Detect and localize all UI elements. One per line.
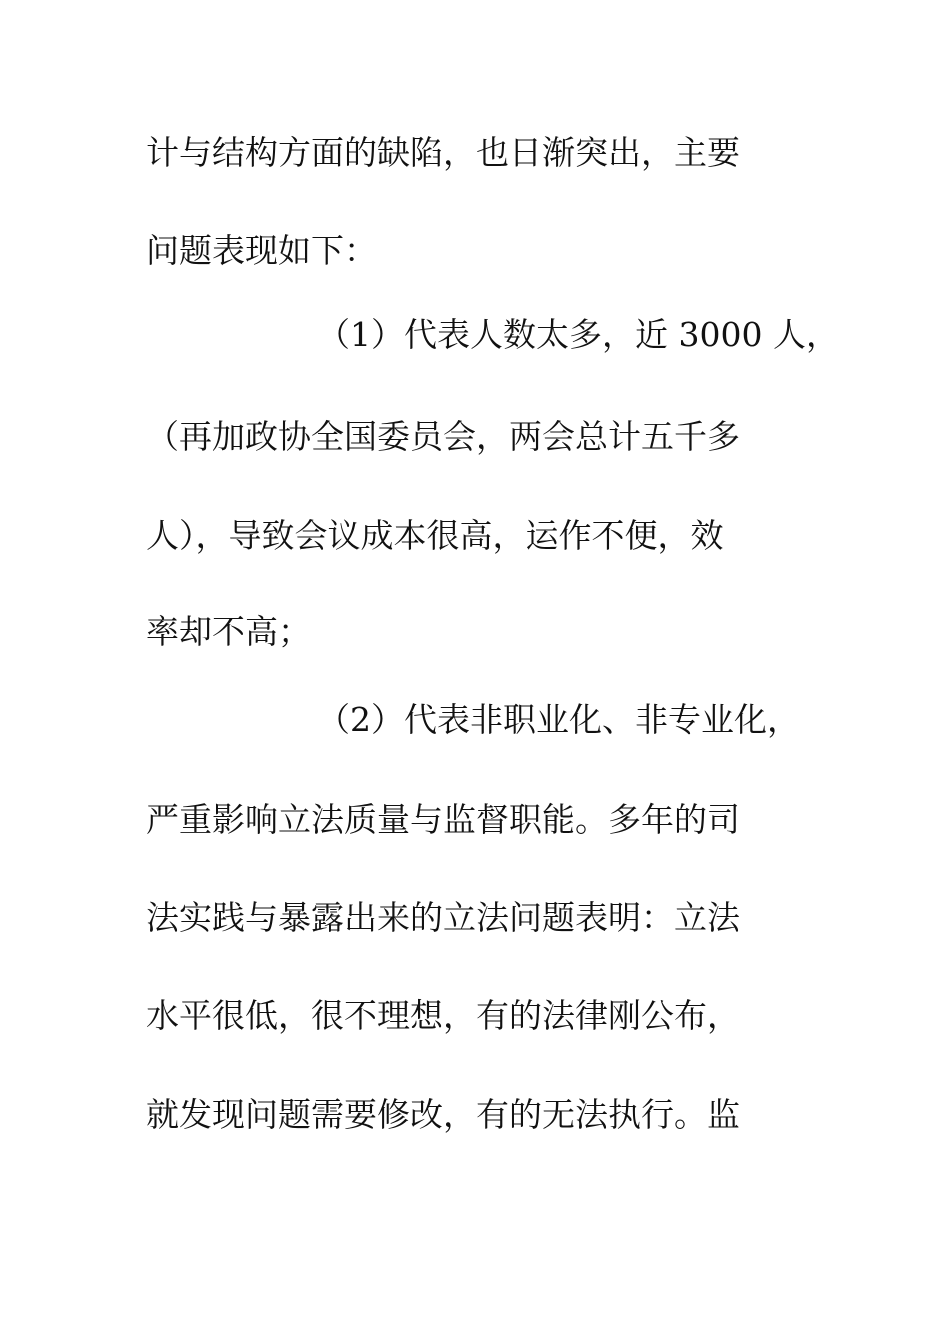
paragraph-line: 计与结构方面的缺陷，也日渐突出，主要 — [146, 133, 740, 172]
list-item-1-line: （1）代表人数太多，近 3000 人， — [317, 315, 839, 354]
paragraph-line: 就发现问题需要修改，有的无法执行。监 — [146, 1095, 740, 1134]
paragraph-line: 人），导致会议成本很高，运作不便，效 — [146, 516, 724, 555]
paragraph-line: 水平很低，很不理想，有的法律刚公布， — [146, 996, 740, 1035]
paragraph-line: 严重影响立法质量与监督职能。多年的司 — [146, 800, 740, 839]
paragraph-line: （再加政协全国委员会，两会总计五千多 — [146, 417, 740, 456]
paragraph-line: 率却不高； — [146, 612, 311, 651]
paragraph-line: 法实践与暴露出来的立法问题表明：立法 — [146, 898, 740, 937]
list-item-2-line: （2）代表非职业化、非专业化， — [317, 700, 800, 739]
paragraph-line: 问题表现如下： — [146, 231, 377, 270]
